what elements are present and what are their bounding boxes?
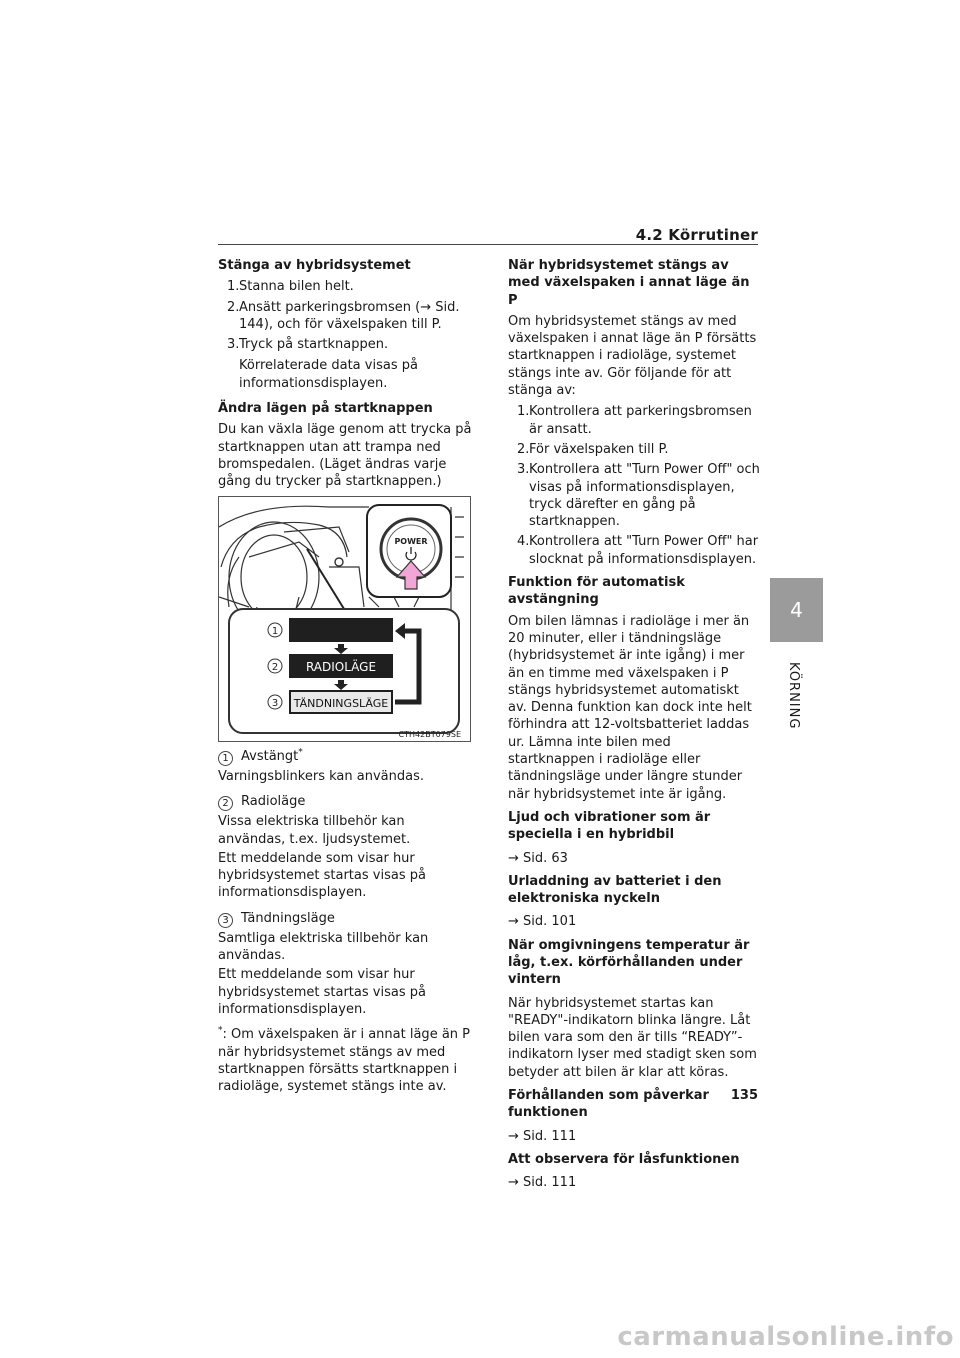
- ref-key-battery: → Sid. 101: [508, 914, 577, 930]
- mode1-label: Avstängt: [241, 749, 299, 764]
- paragraph-off-not-p: Om hybridsystemet stängs av med växelspaken i annat läge än P försätts startknappen i radioläge, systemet stängs inte av. Gör följande för att stänga av:: [508, 313, 757, 399]
- footnote-star: *: [218, 1025, 223, 1036]
- step3-note: Körrelaterade data visas på informationsdisplayen.: [239, 358, 418, 391]
- heading-auto-off: Funktion för automatisk avstängning: [508, 575, 685, 608]
- right-column: [508, 257, 760, 1196]
- page-number: 135: [730, 1088, 758, 1103]
- footnote: [218, 1026, 473, 1095]
- step-text: Kontrollera att "Turn Power Off" och visas på informationsdisplayen, tryck därefter en gång på startknappen.: [529, 462, 760, 530]
- ref-lock: → Sid. 111: [508, 1175, 577, 1191]
- ref-conditions: → Sid. 111: [508, 1128, 577, 1144]
- list-item: [218, 278, 473, 295]
- step-text: Stanna bilen helt.: [239, 279, 354, 295]
- list-item: [508, 441, 760, 458]
- mode3-label-text: Tändningsläge: [241, 910, 335, 926]
- dash-knob-icon: [335, 558, 343, 566]
- power-button-label: POWER: [394, 537, 428, 546]
- heading-key-battery: Urladdning av batteriet i den elektroniska nyckeln: [508, 873, 722, 907]
- chapter-number: 4: [790, 598, 803, 622]
- step-text: Kontrollera att parkeringsbromsen är ansatt.: [529, 404, 752, 437]
- steps-off-not-p: [508, 403, 760, 568]
- heading-low-temp: När omgivningens temperatur är låg, t.ex. körförhållanden under vintern: [508, 937, 750, 988]
- mode3-title: [218, 910, 473, 928]
- list-item: [508, 403, 760, 438]
- header-rule: [218, 244, 758, 245]
- list-item: [218, 336, 473, 353]
- list-item: [508, 533, 760, 568]
- list-item: [218, 299, 473, 334]
- step-number: 1.: [227, 279, 240, 295]
- heading-off-not-p: När hybridsystemet stängs av med växelspaken i annat läge än P: [508, 258, 750, 308]
- mode1-circle-icon: 1: [218, 751, 233, 766]
- mode1-title: [218, 748, 473, 766]
- mode2-desc1: Vissa elektriska tillbehör kan användas, t.ex. ljudsystemet.: [218, 814, 411, 847]
- figure-illustration: [219, 497, 470, 741]
- step-number: 2.: [517, 441, 530, 457]
- left-column: [218, 257, 473, 495]
- footnote-marker: *: [298, 747, 303, 758]
- steps-turn-off: [218, 278, 473, 353]
- mode2-label-text: Radioläge: [241, 794, 306, 810]
- mode2-label: RADIOLÄGE: [305, 660, 377, 674]
- heading-conditions: Förhållanden som påverkar funktionen: [508, 1088, 709, 1121]
- step-text: Tryck på startknappen.: [239, 337, 389, 353]
- paragraph-low-temp: När hybridsystemet startas kan "READY"-indikatorn blinka längre. Låt bilen vara som den är tills “READY”-indikatorn lyser med stadigt sken som betyder att bilen är klar att köras.: [508, 995, 757, 1080]
- heading-lock: Att observera för låsfunktionen: [508, 1151, 740, 1167]
- step-text: Ansätt parkeringsbromsen (→ Sid. 144), och för växelspaken till P.: [239, 299, 460, 332]
- left-column-lower: [218, 748, 473, 1099]
- ref-sounds: → Sid. 63: [508, 850, 568, 866]
- mode2-desc2: Ett meddelande som visar hur hybridsystemet startas visas på informationsdisplayen.: [218, 850, 426, 901]
- paragraph-change-modes: Du kan växla läge genom att trycka på startknappen utan att trampa ned bromspedalen. (Läget ändras varje gång du trycker på startknappen.): [218, 422, 472, 490]
- heading-sounds: Ljud och vibrationer som är speciella i en hybridbil: [508, 809, 711, 843]
- step-number: 3.: [227, 337, 240, 353]
- section-header-title: 4.2 Körrutiner: [635, 226, 758, 244]
- mode3-number: 3: [271, 698, 279, 709]
- paragraph-auto-off: Om bilen lämnas i radioläge i mer än 20 minuter, eller i tändningsläge (hybridsystemet är inte igång) i mer än en timme med växelspaken i P stängs hybridsystemet automatiskt av. Denna funktion kan dock inte helt förhindra att 12-voltsbatteriet laddas ur. Lämna inte bilen med startknappen i radioläge eller tändningsläge under längre stunder när hybridsystemet inte är igång.: [508, 613, 752, 802]
- mode3-desc2: Ett meddelande som visar hur hybridsystemet startas visas på informationsdisplayen.: [218, 967, 426, 1017]
- chapter-label: KÖRNING: [786, 662, 801, 730]
- mode3-label: TÄNDNINGSLÄGE: [293, 697, 389, 710]
- mode3-circle-icon: 3: [218, 913, 233, 928]
- mode2-circle-icon: 2: [218, 796, 233, 811]
- figure-code: CTH42BT079SE: [398, 730, 461, 739]
- footnote-text: : Om växelspaken är i annat läge än P när hybridsystemet stängs av med startknappen försätts startknappen i radioläge, systemet stängs inte av.: [218, 1027, 470, 1095]
- mode2-title: [218, 793, 473, 811]
- mode1-box: [289, 618, 393, 642]
- mode1-desc: Varningsblinkers kan användas.: [218, 769, 424, 784]
- step-number: 2.: [227, 299, 240, 315]
- step-number: 4.: [517, 534, 530, 550]
- step-text: Kontrollera att "Turn Power Off" har slocknat på informationsdisplayen.: [529, 534, 759, 567]
- watermark: carmanualsonline.info: [617, 1322, 954, 1352]
- step-text: För växelspaken till P.: [529, 441, 669, 457]
- mode3-desc1: Samtliga elektriska tillbehör kan användas.: [218, 930, 429, 964]
- chapter-tab: [770, 578, 823, 642]
- heading-turn-off-hybrid: Stänga av hybridsystemet: [218, 258, 411, 273]
- list-item: [508, 461, 760, 530]
- step-number: 3.: [517, 462, 530, 478]
- power-button-figure: [218, 496, 471, 742]
- heading-change-modes: Ändra lägen på startknappen: [218, 401, 433, 417]
- mode2-number: 2: [271, 662, 279, 673]
- step-number: 1.: [517, 404, 530, 420]
- mode1-number: 1: [271, 626, 279, 637]
